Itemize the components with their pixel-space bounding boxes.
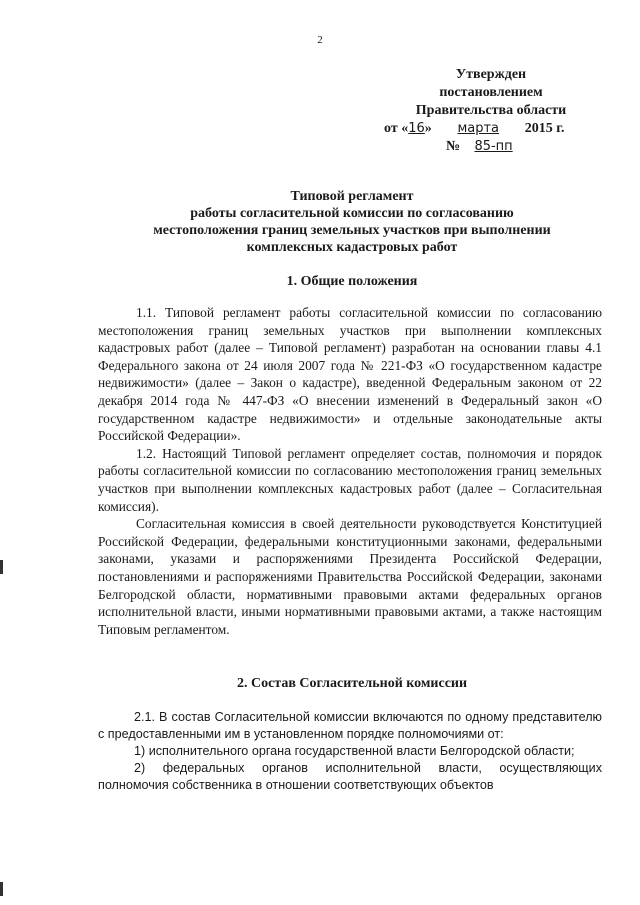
title-line-3: местоположения границ земельных участков при выполнении bbox=[153, 223, 551, 238]
date-mid: » bbox=[424, 121, 432, 136]
date-year: 2015 г. bbox=[524, 121, 565, 136]
paragraph-2-1: 2.1. В состав Согласительной комиссии включаются по одному представителю с предоставленными им в установленном порядке полномочиями от: bbox=[98, 710, 602, 741]
section-2-heading: 2. Состав Согласительной комиссии bbox=[236, 676, 468, 691]
number-value: 85-пп bbox=[474, 139, 513, 154]
approval-stamp bbox=[376, 66, 606, 156]
paragraph-1-3: Согласительная комиссия в своей деятельности руководствуется Конституцией Российской Федерации, федеральными конституционными законами, федеральными законами, указами и распоряжениями Президента Российской Федерации, постановлениями и распоряжениями Правительства Российской Федерации, законами Белгородской области, нормативными правовыми актами федеральных органов исполнительной власти, иными нормативными правовыми актами, а также настоящим Типовым регламентом. bbox=[98, 516, 602, 637]
paragraph-1-1: 1.1. Типовой регламент работы согласительной комиссии по согласованию местоположения границ земельных участков при выполнении комплексных кадастровых работ (далее – Типовой регламент) разработан на основании главы 4.1 Федерального закона от 24 июля 2007 года № 221-ФЗ «О государственном кадастре недвижимости» (далее – Закон о кадастре), введенной Федеральным законом от 22 декабря 2014 года № 447-ФЗ «О внесении изменений в Федеральный закон «О государственном кадастре недвижимости» и отдельные законодательные акты Российской Федерации». bbox=[98, 305, 602, 444]
title-line-2: работы согласительной комиссии по согласованию bbox=[190, 206, 514, 221]
section-1-body bbox=[98, 304, 602, 638]
section-2-body bbox=[98, 709, 602, 794]
approval-line-1: Утвержден bbox=[455, 67, 527, 82]
paragraph-1-2: 1.2. Настоящий Типовой регламент определяет состав, полномочия и порядок работы согласительной комиссии по согласованию местоположения границ земельных участков при выполнении комплексных кадастровых работ (далее – Согласительная комиссия). bbox=[98, 445, 602, 514]
document-title bbox=[100, 188, 604, 256]
scan-edge-mark bbox=[0, 560, 3, 574]
date-prefix: от « bbox=[384, 121, 409, 136]
section-1-heading: 1. Общие положения bbox=[286, 274, 418, 289]
approval-date bbox=[384, 120, 606, 138]
title-line-4: комплексных кадастровых работ bbox=[246, 240, 458, 255]
approval-number bbox=[446, 138, 606, 156]
approval-line-3: Правительства области bbox=[415, 103, 567, 118]
date-month: марта bbox=[457, 121, 500, 136]
scan-edge-mark bbox=[0, 882, 3, 896]
paragraph-2-1-item-1: 1) исполнительного органа государственной власти Белгородской области; bbox=[134, 744, 575, 758]
number-prefix: № bbox=[446, 139, 461, 154]
title-line-1: Типовой регламент bbox=[290, 189, 414, 204]
date-day: 16 bbox=[408, 121, 425, 136]
approval-line-2: постановлением bbox=[439, 85, 543, 100]
page-number: 2 bbox=[317, 34, 323, 46]
paragraph-2-1-item-2: 2) федеральных органов исполнительной власти, осуществляющих полномочия собственника в отношении соответствующих объектов bbox=[98, 761, 602, 792]
